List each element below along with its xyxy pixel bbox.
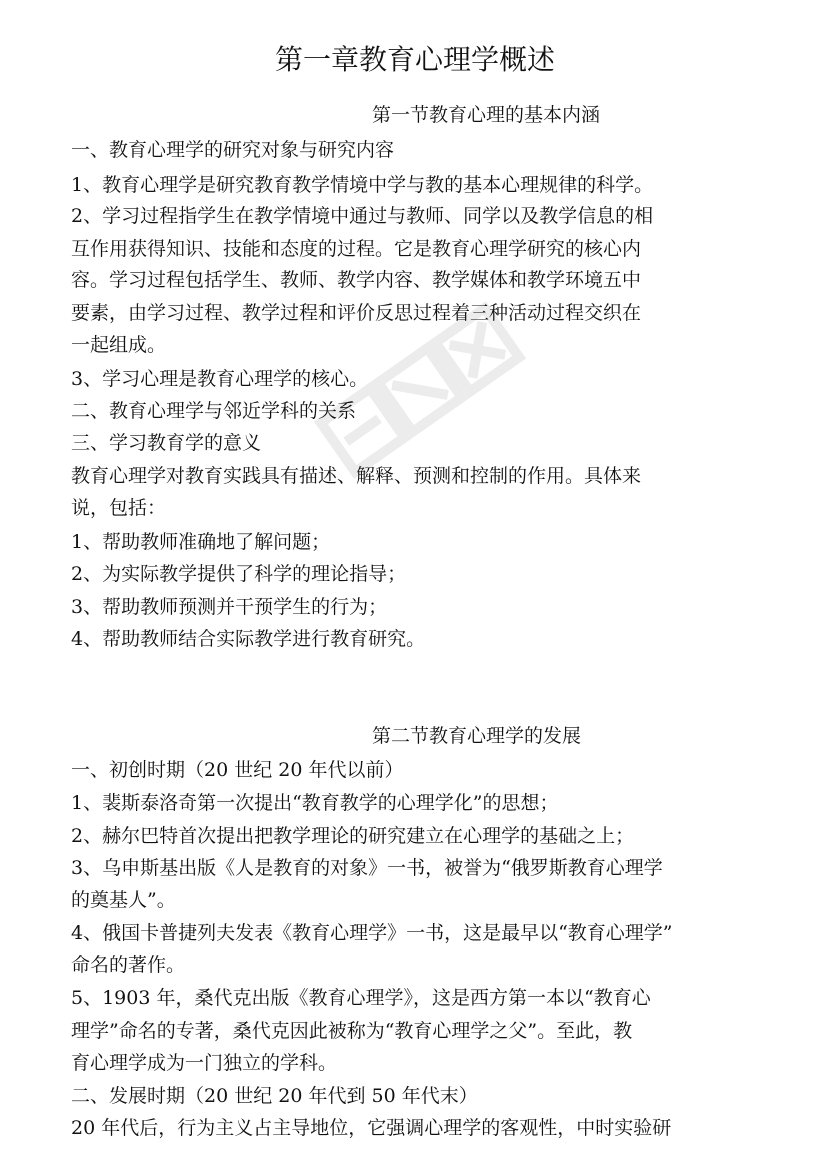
text-line: 三、学习教育学的意义 [71, 432, 262, 454]
text-line: 一、初创时期（20 世纪 20 年代以前） [71, 759, 404, 781]
text-line: 互作用获得知识、技能和态度的过程。它是教育心理学研究的核心内 [71, 238, 642, 260]
text-line: 容。学习过程包括学生、教师、教学内容、教学媒体和教学环境五中 [71, 269, 642, 291]
text-line: 5、1903 年，桑代克出版《教育心理学》，这是西方第一本以“教育心 [71, 987, 651, 1009]
text-line: 1、教育心理学是研究教育教学情境中学与教的基本心理规律的科学。 [71, 174, 654, 196]
text-line: 育心理学成为一门独立的学科。 [71, 1052, 338, 1074]
text-line: 4、俄国卡普捷列夫发表《教育心理学》一书，这是最早以“教育心理学” [71, 922, 673, 944]
text-line: 的奠基人”。 [71, 889, 176, 911]
text-line: 20 年代后，行为主义占主导地位，它强调心理学的客观性，中时实验研 [71, 1117, 672, 1139]
text-line: 2、为实际教学提供了科学的理论指导； [71, 563, 407, 585]
text-line: 一起组成。 [71, 334, 167, 356]
text-line: 二、发展时期（20 世纪 20 年代到 50 年代末） [71, 1085, 478, 1107]
text-line: 3、乌申斯基出版《人是教育的对象》一书，被誉为“俄罗斯教育心理学 [71, 857, 663, 879]
text-line: 要素，由学习过程、教学过程和评价反思过程着三种活动过程交织在 [71, 302, 642, 324]
text-line: 理学”命名的专著，桑代克因此被称为“教育心理学之父”。至此，教 [71, 1020, 633, 1042]
text-line: 3、学习心理是教育心理学的核心。 [71, 368, 369, 390]
page-title: 第一章教育心理学概述 [274, 43, 555, 76]
section-title: 第二节教育心理学的发展 [372, 725, 582, 747]
section-title: 第一节教育心理的基本内涵 [372, 104, 601, 126]
text-line: 说，包括： [71, 497, 167, 519]
text-line: 2、学习过程指学生在教学情境中通过与教师、同学以及教学信息的相 [71, 205, 654, 227]
text-line: 2、赫尔巴特首次提出把教学理论的研究建立在心理学的基础之上； [71, 825, 635, 847]
text-line: 一、教育心理学的研究对象与研究内容 [71, 139, 395, 161]
text-line: 1、帮助教师准确地了解问题； [71, 531, 331, 553]
text-line: 二、教育心理学与邻近学科的关系 [71, 400, 357, 422]
text-line: 4、帮助教师结合实际教学进行教育研究。 [71, 628, 426, 650]
text-line: 教育心理学对教育实践具有描述、解释、预测和控制的作用。具体来 [71, 465, 642, 487]
text-line: 命名的著作。 [71, 954, 186, 976]
text-line: 1、裴斯泰洛奇第一次提出“教育教学的心理学化”的思想； [71, 792, 559, 814]
text-line: 3、帮助教师预测并干预学生的行为； [71, 596, 388, 618]
